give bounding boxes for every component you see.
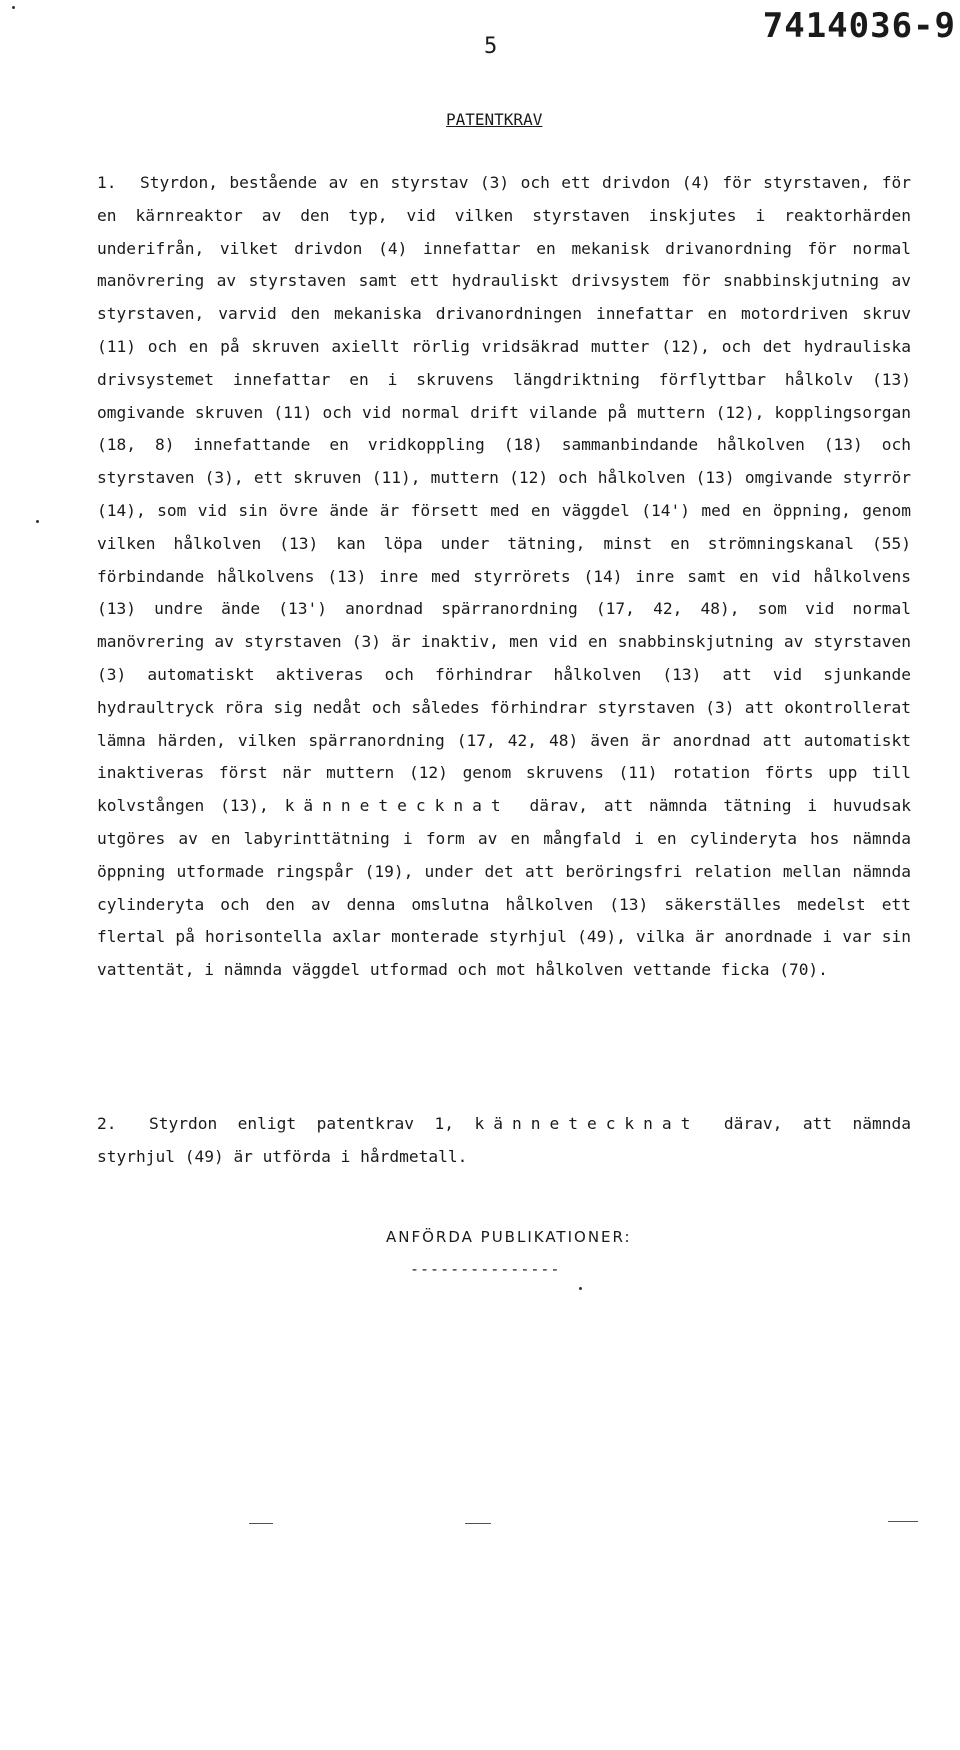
- scan-speck: [579, 1287, 582, 1290]
- claim-2: [97, 1108, 911, 1174]
- references-title: ANFÖRDA PUBLIKATIONER:: [386, 1228, 632, 1246]
- claim-number: 2.: [97, 1114, 117, 1133]
- scan-mark-left: [249, 1523, 273, 1524]
- page-heading: PATENTKRAV: [446, 110, 543, 129]
- claim-text: Styrdon, bestående av en styrstav (3) och ett drivdon (4) för styrstaven, för en kärnreaktor av den typ, vid vilken styrstaven inskjutes i reaktorhärden underifrån, vilket drivdon (4) innefattar en mekanisk drivanordning för normal manövrering av styrstaven samt ett hydrauliskt drivsystem för snabbinskjutning av styrstaven, varvid den mekaniska drivanordningen innefattar en motordriven skruv (11) och en på skruven axiellt rörlig vridsäkrad mutter (12), och det hydrauliska drivsystemet innefattar en i skruvens längdriktning förflyttbar hålkolv (13) omgivande skruven (11) och vid normal drift vilande på muttern (12), kopplingsorgan (18, 8) innefattande en vridkoppling (18) sammanbindande hålkolven (13) och styrstaven (3), ett skruven (11), muttern (12) och hålkolven (13) omgivande styrrör (14), som vid sin övre ände är försett med en väggdel (14') med en öppning, genom vilken hålkolven (13) kan löpa under tätning, minst en strömningskanal (55) förbindande hålkolvens (13) inre med styrrörets (14) inre samt en vid hålkolvens (13) undre ände (13') anordnad spärranordning (17, 42, 48), som vid normal manövrering av styrstaven (3) är inaktiv, men vid en snabbinskjutning av styrstaven (3) automatiskt aktiveras och förhindrar hålkolven (13) att vid sjunkande hydraultryck röra sig nedåt och således förhindrar styrstaven (3) att okontrollerat lämna härden, vilken spärranordning (17, 42, 48) även är anordnad att automatiskt inaktiveras först när muttern (12) genom skruvens (11) rotation förts upp till kolvstången (13),: [97, 173, 911, 816]
- page-number: 5: [484, 34, 498, 59]
- claim-text-continued: därav, att nämnda tätning i huvudsak utgöres av en labyrinttätning i form av en mångfald i en cylinderyta hos nämnda öppning utformade ringspår (19), under det att beröringsfri relation mellan nämnda cylinderyta och den av denna omslutna hålkolven (13) säkerställes medelst ett flertal på horisontella axlar monterade styrhjul (49), vilka är anordnade i var sin vattentät, i nämnda väggdel utformad och mot hålkolven vettande ficka (70).: [97, 796, 911, 980]
- claim-text: Styrdon enligt patentkrav 1,: [148, 1114, 454, 1133]
- references-rule: ---------------: [410, 1260, 561, 1278]
- claim-characterizing-word: kännetecknat: [284, 796, 510, 816]
- document-number: 7414036-9: [762, 6, 956, 46]
- claim-characterizing-word: kännetecknat: [474, 1114, 700, 1133]
- scan-speck: [36, 520, 39, 523]
- scan-mark-center: [465, 1523, 491, 1524]
- scan-speck: [12, 6, 15, 9]
- scan-mark-right: [888, 1521, 918, 1522]
- claim-text-continued: därav, att nämnda styrhjul (49) är utförda i hårdmetall.: [97, 1114, 911, 1166]
- claim-number: 1.: [97, 173, 117, 192]
- claim-1: [97, 167, 911, 987]
